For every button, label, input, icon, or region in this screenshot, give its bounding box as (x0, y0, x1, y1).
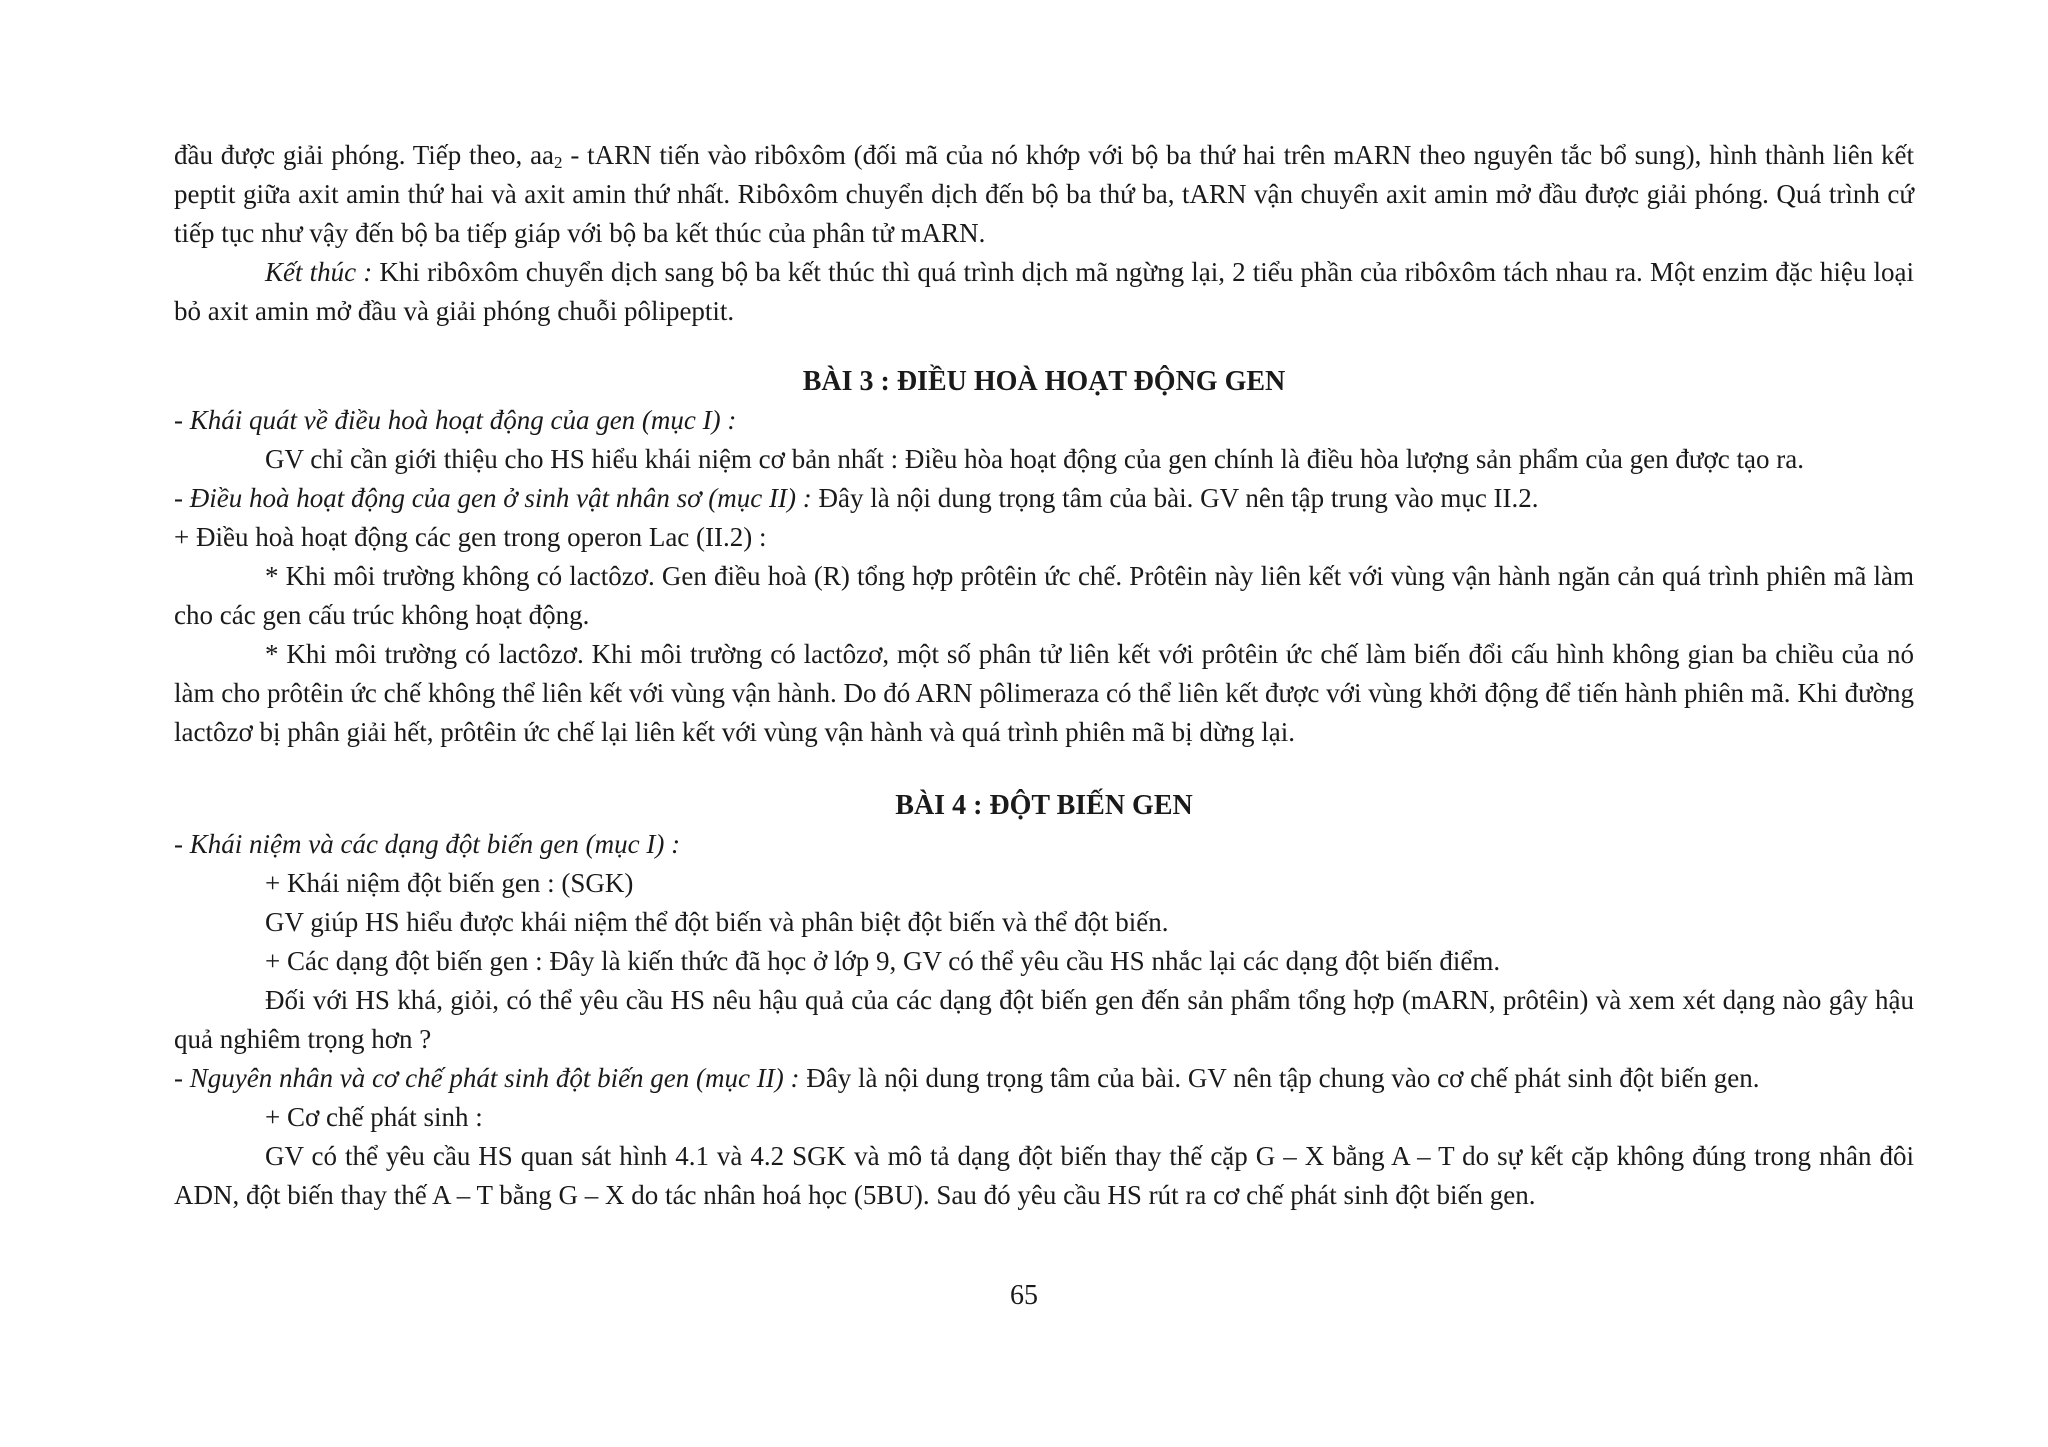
page-number: 65 (1010, 1280, 1038, 1311)
italic-heading: - Điều hoà hoạt động của gen ở sinh vật nhân sơ (mục II) : (174, 483, 812, 513)
lesson-3-overview-heading (174, 401, 1914, 440)
text-run: đầu được giải phóng. Tiếp theo, aa (174, 140, 555, 170)
italic-heading: - Khái quát về điều hoà hoạt động của gen (mục I) : (174, 405, 737, 435)
document-page (174, 136, 1914, 1215)
italic-heading: - Nguyên nhân và cơ chế phát sinh đột biến gen (mục II) : (174, 1063, 800, 1093)
lesson-3-no-lactose: * Khi môi trường không có lactôzơ. Gen điều hoà (R) tổng hợp prôtêin ức chế. Prôtêin này liên kết với vùng vận hành ngăn cản quá trình phiên mã làm cho các gen cấu trúc không hoạt động. (174, 561, 1914, 630)
lesson-4-concept-text: GV giúp HS hiểu được khái niệm thể đột biến và phân biệt đột biến và thể đột biến. (265, 907, 1169, 937)
lesson-4-mechanism-item: + Cơ chế phát sinh : (265, 1102, 483, 1132)
paragraph-termination (174, 253, 1914, 331)
lesson-3-overview-text: GV chỉ cần giới thiệu cho HS hiểu khái niệm cơ bản nhất : Điều hòa hoạt động của gen chính là điều hòa lượng sản phẩm của gen được tạo ra. (265, 444, 1804, 474)
lesson-3-prokaryote-line (174, 479, 1914, 518)
lesson-4-concept-heading (174, 825, 1914, 864)
subscript: 2 (554, 153, 563, 172)
lesson-3-with-lactose: * Khi môi trường có lactôzơ. Khi môi trường có lactôzơ, một số phân tử liên kết với prôtêin ức chế làm biến đổi cấu hình không gian ba chiều của nó làm cho prôtêin ức chế không thể liên kết với vùng vận hành. Do đó ARN pôlimeraza có thể liên kết được với vùng khởi động để tiến hành phiên mã. Khi đường lactôzơ bị phân giải hết, prôtêin ức chế lại liên kết với vùng vận hành và quá trình phiên mã bị dừng lại. (174, 639, 1914, 747)
lesson-4-advanced-text: Đối với HS khá, giỏi, có thể yêu cầu HS nêu hậu quả của các dạng đột biến gen đến sản phẩm tổng hợp (mARN, prôtêin) và xem xét dạng nào gây hậu quả nghiêm trọng hơn ? (174, 985, 1914, 1054)
italic-heading: - Khái niệm và các dạng đột biến gen (mục I) : (174, 829, 681, 859)
lesson-4-concept-item: + Khái niệm đột biến gen : (SGK) (265, 868, 634, 898)
lesson-4-types-item: + Các dạng đột biến gen : Đây là kiến thức đã học ở lớp 9, GV có thể yêu cầu HS nhắc lại các dạng đột biến điểm. (265, 946, 1501, 976)
text-run: Đây là nội dung trọng tâm của bài. GV nên tập trung vào mục II.2. (811, 483, 1539, 513)
text-run: Khi ribôxôm chuyển dịch sang bộ ba kết thúc thì quá trình dịch mã ngừng lại, 2 tiểu phần của ribôxôm tách nhau ra. Một enzim đặc hiệu loại bỏ axit amin mở đầu và giải phóng chuỗi pôlipeptit. (174, 257, 1914, 326)
lesson-4-cause-line (174, 1059, 1914, 1098)
lesson-4-title: BÀI 4 : ĐỘT BIẾN GEN (895, 790, 1193, 821)
termination-label: Kết thúc : (265, 257, 373, 287)
lesson-3-operon-heading: + Điều hoà hoạt động các gen trong operon Lac (II.2) : (174, 522, 767, 552)
paragraph-translation-continued (174, 136, 1914, 253)
text-run: - tARN tiến vào ribôxôm (đối mã của nó khớp với bộ ba thứ hai trên mARN theo nguyên tắc bổ sung), hình thành liên kết peptit giữa axit amin thứ hai và axit amin thứ nhất. Ribôxôm chuyển dịch đến bộ ba thứ ba, tARN vận chuyển axit amin mở đầu được giải phóng. Quá trình cứ tiếp tục như vậy đến bộ ba tiếp giáp với bộ ba kết thúc của phân tử mARN. (174, 140, 1914, 248)
lesson-4-mechanism-text: GV có thể yêu cầu HS quan sát hình 4.1 và 4.2 SGK và mô tả dạng đột biến thay thế cặp G – X bằng A – T do sự kết cặp không đúng trong nhân đôi ADN, đột biến thay thế A – T bằng G – X do tác nhân hoá học (5BU). Sau đó yêu cầu HS rút ra cơ chế phát sinh đột biến gen. (174, 1141, 1914, 1210)
text-run: Đây là nội dung trọng tâm của bài. GV nên tập chung vào cơ chế phát sinh đột biến gen. (799, 1063, 1760, 1093)
lesson-3-title: BÀI 3 : ĐIỀU HOÀ HOẠT ĐỘNG GEN (802, 366, 1286, 397)
